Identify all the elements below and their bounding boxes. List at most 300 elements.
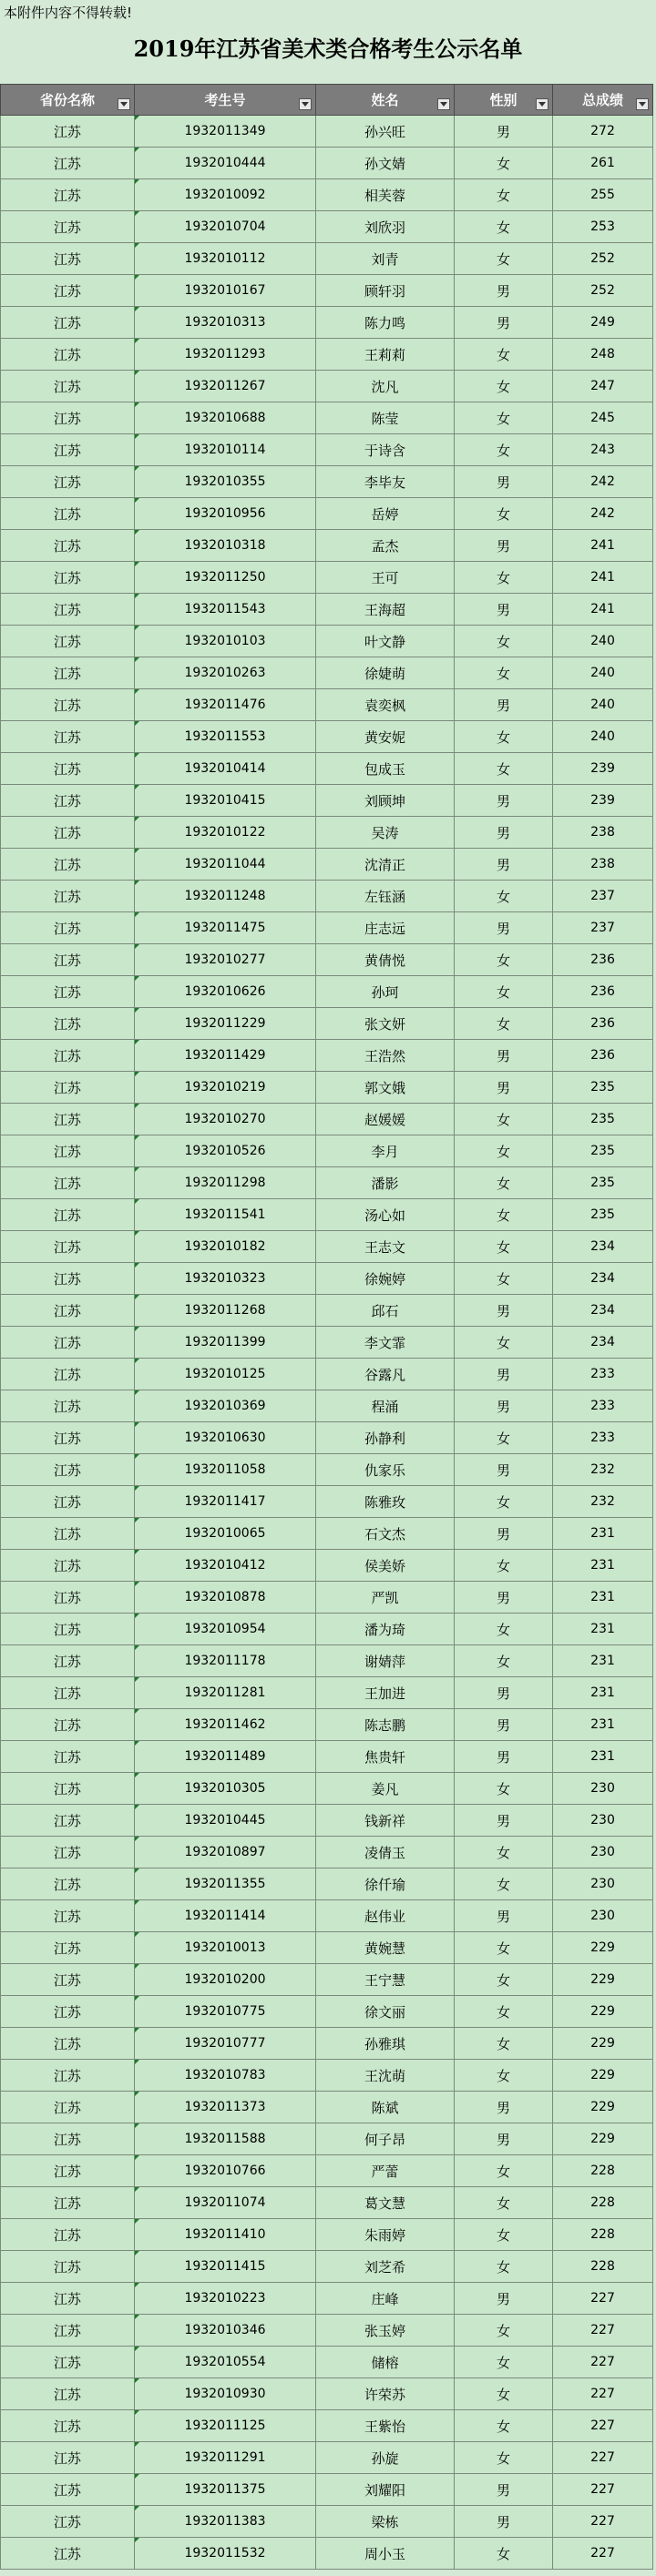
cell-gender[interactable]: 女 [455, 1422, 553, 1454]
cell-exam-id[interactable]: 1932011349 [135, 116, 316, 148]
cell-name[interactable]: 潘为琦 [316, 1614, 455, 1645]
cell-total-score[interactable]: 234 [553, 1295, 653, 1327]
cell-gender[interactable]: 男 [455, 2474, 553, 2506]
cell-name[interactable]: 王浩然 [316, 1040, 455, 1072]
cell-name[interactable]: 叶文静 [316, 626, 455, 657]
cell-name[interactable]: 孙雅琪 [316, 2028, 455, 2060]
cell-province[interactable]: 江苏 [1, 1072, 135, 1104]
cell-total-score[interactable]: 245 [553, 402, 653, 434]
cell-gender[interactable]: 女 [455, 2442, 553, 2474]
cell-exam-id[interactable]: 1932011399 [135, 1327, 316, 1359]
cell-gender[interactable]: 男 [455, 1359, 553, 1390]
cell-name[interactable]: 赵伟业 [316, 1900, 455, 1932]
cell-total-score[interactable]: 227 [553, 2315, 653, 2347]
cell-exam-id[interactable]: 1932010412 [135, 1550, 316, 1582]
column-header-province[interactable]: 省份名称 [1, 85, 135, 116]
cell-exam-id[interactable]: 1932010125 [135, 1359, 316, 1390]
cell-gender[interactable]: 男 [455, 912, 553, 944]
cell-total-score[interactable]: 227 [553, 2347, 653, 2378]
cell-total-score[interactable]: 227 [553, 2410, 653, 2442]
cell-province[interactable]: 江苏 [1, 1614, 135, 1645]
cell-name[interactable]: 黄安妮 [316, 721, 455, 753]
cell-gender[interactable]: 女 [455, 339, 553, 371]
cell-province[interactable]: 江苏 [1, 753, 135, 785]
cell-total-score[interactable]: 227 [553, 2283, 653, 2315]
cell-province[interactable]: 江苏 [1, 1422, 135, 1454]
cell-exam-id[interactable]: 1932011355 [135, 1868, 316, 1900]
cell-province[interactable]: 江苏 [1, 2347, 135, 2378]
cell-province[interactable]: 江苏 [1, 1454, 135, 1486]
cell-name[interactable]: 庄峰 [316, 2283, 455, 2315]
cell-total-score[interactable]: 239 [553, 785, 653, 817]
cell-name[interactable]: 程涌 [316, 1390, 455, 1422]
cell-province[interactable]: 江苏 [1, 1741, 135, 1773]
cell-gender[interactable]: 女 [455, 1996, 553, 2028]
cell-gender[interactable]: 女 [455, 371, 553, 402]
cell-province[interactable]: 江苏 [1, 1900, 135, 1932]
cell-name[interactable]: 许荣苏 [316, 2378, 455, 2410]
cell-province[interactable]: 江苏 [1, 307, 135, 339]
cell-exam-id[interactable]: 1932010445 [135, 1805, 316, 1837]
cell-exam-id[interactable]: 1932011541 [135, 1199, 316, 1231]
cell-total-score[interactable]: 241 [553, 530, 653, 562]
cell-province[interactable]: 江苏 [1, 1359, 135, 1390]
cell-exam-id[interactable]: 1932010688 [135, 402, 316, 434]
cell-total-score[interactable]: 231 [553, 1518, 653, 1550]
cell-name[interactable]: 仇家乐 [316, 1454, 455, 1486]
cell-gender[interactable]: 男 [455, 2506, 553, 2538]
cell-gender[interactable]: 女 [455, 2315, 553, 2347]
cell-total-score[interactable]: 229 [553, 2092, 653, 2123]
cell-name[interactable]: 姜凡 [316, 1773, 455, 1805]
cell-total-score[interactable]: 231 [553, 1582, 653, 1614]
cell-total-score[interactable]: 228 [553, 2155, 653, 2187]
cell-exam-id[interactable]: 1932011462 [135, 1709, 316, 1741]
cell-province[interactable]: 江苏 [1, 2219, 135, 2251]
cell-total-score[interactable]: 228 [553, 2219, 653, 2251]
cell-exam-id[interactable]: 1932010112 [135, 243, 316, 275]
cell-province[interactable]: 江苏 [1, 434, 135, 466]
cell-exam-id[interactable]: 1932010346 [135, 2315, 316, 2347]
cell-province[interactable]: 江苏 [1, 402, 135, 434]
cell-gender[interactable]: 男 [455, 1040, 553, 1072]
cell-province[interactable]: 江苏 [1, 1709, 135, 1741]
cell-total-score[interactable]: 243 [553, 434, 653, 466]
cell-gender[interactable]: 女 [455, 2538, 553, 2570]
cell-gender[interactable]: 女 [455, 2060, 553, 2092]
cell-exam-id[interactable]: 1932010704 [135, 211, 316, 243]
cell-total-score[interactable]: 227 [553, 2378, 653, 2410]
cell-exam-id[interactable]: 1932011475 [135, 912, 316, 944]
cell-exam-id[interactable]: 1932010114 [135, 434, 316, 466]
cell-name[interactable]: 李文霏 [316, 1327, 455, 1359]
cell-gender[interactable]: 女 [455, 1614, 553, 1645]
cell-province[interactable]: 江苏 [1, 116, 135, 148]
cell-gender[interactable]: 男 [455, 1072, 553, 1104]
cell-exam-id[interactable]: 1932010415 [135, 785, 316, 817]
cell-gender[interactable]: 男 [455, 1741, 553, 1773]
cell-name[interactable]: 潘影 [316, 1167, 455, 1199]
filter-dropdown-icon[interactable] [636, 98, 649, 110]
cell-total-score[interactable]: 236 [553, 976, 653, 1008]
cell-province[interactable]: 江苏 [1, 1008, 135, 1040]
cell-exam-id[interactable]: 1932011532 [135, 2538, 316, 2570]
cell-exam-id[interactable]: 1932011476 [135, 689, 316, 721]
cell-province[interactable]: 江苏 [1, 1486, 135, 1518]
cell-gender[interactable]: 女 [455, 1231, 553, 1263]
cell-province[interactable]: 江苏 [1, 785, 135, 817]
cell-total-score[interactable]: 272 [553, 116, 653, 148]
cell-province[interactable]: 江苏 [1, 1550, 135, 1582]
cell-gender[interactable]: 女 [455, 1199, 553, 1231]
cell-gender[interactable]: 女 [455, 1645, 553, 1677]
cell-total-score[interactable]: 235 [553, 1199, 653, 1231]
cell-province[interactable]: 江苏 [1, 2123, 135, 2155]
cell-total-score[interactable]: 241 [553, 562, 653, 594]
cell-name[interactable]: 严蕾 [316, 2155, 455, 2187]
cell-gender[interactable]: 女 [455, 1167, 553, 1199]
cell-province[interactable]: 江苏 [1, 721, 135, 753]
cell-exam-id[interactable]: 1932010766 [135, 2155, 316, 2187]
cell-province[interactable]: 江苏 [1, 1837, 135, 1868]
cell-province[interactable]: 江苏 [1, 530, 135, 562]
cell-province[interactable]: 江苏 [1, 2187, 135, 2219]
cell-exam-id[interactable]: 1932010878 [135, 1582, 316, 1614]
cell-exam-id[interactable]: 1932010167 [135, 275, 316, 307]
cell-gender[interactable]: 男 [455, 594, 553, 626]
cell-name[interactable]: 顾轩羽 [316, 275, 455, 307]
cell-total-score[interactable]: 249 [553, 307, 653, 339]
cell-province[interactable]: 江苏 [1, 1295, 135, 1327]
cell-gender[interactable]: 女 [455, 2219, 553, 2251]
cell-name[interactable]: 陈力鸣 [316, 307, 455, 339]
cell-total-score[interactable]: 230 [553, 1868, 653, 1900]
cell-province[interactable]: 江苏 [1, 148, 135, 179]
cell-exam-id[interactable]: 1932010263 [135, 657, 316, 689]
cell-total-score[interactable]: 233 [553, 1390, 653, 1422]
cell-exam-id[interactable]: 1932011268 [135, 1295, 316, 1327]
cell-name[interactable]: 王紫怡 [316, 2410, 455, 2442]
cell-name[interactable]: 梁栋 [316, 2506, 455, 2538]
cell-exam-id[interactable]: 1932010277 [135, 944, 316, 976]
cell-name[interactable]: 王可 [316, 562, 455, 594]
cell-name[interactable]: 侯美娇 [316, 1550, 455, 1582]
cell-total-score[interactable]: 234 [553, 1263, 653, 1295]
cell-exam-id[interactable]: 1932010554 [135, 2347, 316, 2378]
cell-province[interactable]: 江苏 [1, 849, 135, 881]
cell-province[interactable]: 江苏 [1, 2092, 135, 2123]
cell-exam-id[interactable]: 1932011383 [135, 2506, 316, 2538]
cell-name[interactable]: 刘青 [316, 243, 455, 275]
cell-exam-id[interactable]: 1932011543 [135, 594, 316, 626]
cell-name[interactable]: 孙旋 [316, 2442, 455, 2474]
cell-total-score[interactable]: 232 [553, 1454, 653, 1486]
cell-gender[interactable]: 女 [455, 2187, 553, 2219]
cell-exam-id[interactable]: 1932010930 [135, 2378, 316, 2410]
cell-total-score[interactable]: 230 [553, 1837, 653, 1868]
cell-gender[interactable]: 女 [455, 1868, 553, 1900]
cell-province[interactable]: 江苏 [1, 2378, 135, 2410]
cell-exam-id[interactable]: 1932010013 [135, 1932, 316, 1964]
cell-exam-id[interactable]: 1932010092 [135, 179, 316, 211]
cell-province[interactable]: 江苏 [1, 243, 135, 275]
cell-total-score[interactable]: 227 [553, 2442, 653, 2474]
cell-name[interactable]: 刘欣羽 [316, 211, 455, 243]
cell-total-score[interactable]: 252 [553, 275, 653, 307]
cell-total-score[interactable]: 239 [553, 753, 653, 785]
cell-name[interactable]: 徐婉婷 [316, 1263, 455, 1295]
cell-exam-id[interactable]: 1932011553 [135, 721, 316, 753]
cell-exam-id[interactable]: 1932010223 [135, 2283, 316, 2315]
cell-province[interactable]: 江苏 [1, 657, 135, 689]
cell-total-score[interactable]: 237 [553, 912, 653, 944]
cell-province[interactable]: 江苏 [1, 1135, 135, 1167]
column-header-name[interactable]: 姓名 [316, 85, 455, 116]
cell-gender[interactable]: 女 [455, 753, 553, 785]
cell-total-score[interactable]: 255 [553, 179, 653, 211]
cell-exam-id[interactable]: 1932010219 [135, 1072, 316, 1104]
cell-name[interactable]: 王志文 [316, 1231, 455, 1263]
cell-province[interactable]: 江苏 [1, 2283, 135, 2315]
cell-total-score[interactable]: 235 [553, 1104, 653, 1135]
cell-name[interactable]: 孙兴旺 [316, 116, 455, 148]
cell-exam-id[interactable]: 1932010954 [135, 1614, 316, 1645]
cell-name[interactable]: 葛文慧 [316, 2187, 455, 2219]
cell-name[interactable]: 刘芝希 [316, 2251, 455, 2283]
cell-exam-id[interactable]: 1932011415 [135, 2251, 316, 2283]
cell-total-score[interactable]: 231 [553, 1550, 653, 1582]
cell-total-score[interactable]: 240 [553, 689, 653, 721]
cell-gender[interactable]: 男 [455, 2092, 553, 2123]
cell-gender[interactable]: 男 [455, 466, 553, 498]
cell-exam-id[interactable]: 1932011417 [135, 1486, 316, 1518]
cell-name[interactable]: 王宁慧 [316, 1964, 455, 1996]
cell-name[interactable]: 孙珂 [316, 976, 455, 1008]
cell-total-score[interactable]: 227 [553, 2506, 653, 2538]
cell-total-score[interactable]: 230 [553, 1773, 653, 1805]
cell-province[interactable]: 江苏 [1, 626, 135, 657]
cell-total-score[interactable]: 231 [553, 1709, 653, 1741]
cell-gender[interactable]: 男 [455, 849, 553, 881]
cell-province[interactable]: 江苏 [1, 498, 135, 530]
cell-total-score[interactable]: 231 [553, 1741, 653, 1773]
cell-gender[interactable]: 女 [455, 1135, 553, 1167]
cell-province[interactable]: 江苏 [1, 2442, 135, 2474]
cell-total-score[interactable]: 242 [553, 498, 653, 530]
cell-exam-id[interactable]: 1932011298 [135, 1167, 316, 1199]
cell-total-score[interactable]: 234 [553, 1231, 653, 1263]
cell-gender[interactable]: 女 [455, 402, 553, 434]
cell-name[interactable]: 朱雨婷 [316, 2219, 455, 2251]
cell-name[interactable]: 左钰涵 [316, 881, 455, 912]
cell-exam-id[interactable]: 1932010122 [135, 817, 316, 849]
cell-name[interactable]: 岳婷 [316, 498, 455, 530]
cell-name[interactable]: 焦贵轩 [316, 1741, 455, 1773]
cell-exam-id[interactable]: 1932010182 [135, 1231, 316, 1263]
cell-total-score[interactable]: 228 [553, 2251, 653, 2283]
cell-name[interactable]: 陈雅玫 [316, 1486, 455, 1518]
cell-gender[interactable]: 女 [455, 626, 553, 657]
cell-exam-id[interactable]: 1932010270 [135, 1104, 316, 1135]
cell-exam-id[interactable]: 1932010897 [135, 1837, 316, 1868]
cell-province[interactable]: 江苏 [1, 594, 135, 626]
cell-exam-id[interactable]: 1932010777 [135, 2028, 316, 2060]
cell-exam-id[interactable]: 1932011291 [135, 2442, 316, 2474]
cell-name[interactable]: 凌倩玉 [316, 1837, 455, 1868]
cell-name[interactable]: 吴涛 [316, 817, 455, 849]
cell-total-score[interactable]: 229 [553, 2123, 653, 2155]
cell-province[interactable]: 江苏 [1, 2410, 135, 2442]
cell-total-score[interactable]: 236 [553, 1008, 653, 1040]
cell-total-score[interactable]: 235 [553, 1167, 653, 1199]
cell-total-score[interactable]: 231 [553, 1645, 653, 1677]
cell-name[interactable]: 王海超 [316, 594, 455, 626]
cell-gender[interactable]: 男 [455, 1709, 553, 1741]
cell-name[interactable]: 何子昂 [316, 2123, 455, 2155]
cell-exam-id[interactable]: 1932011293 [135, 339, 316, 371]
cell-gender[interactable]: 女 [455, 2378, 553, 2410]
cell-gender[interactable]: 女 [455, 881, 553, 912]
cell-gender[interactable]: 男 [455, 689, 553, 721]
cell-province[interactable]: 江苏 [1, 1199, 135, 1231]
cell-total-score[interactable]: 240 [553, 657, 653, 689]
cell-total-score[interactable]: 236 [553, 944, 653, 976]
cell-name[interactable]: 刘耀阳 [316, 2474, 455, 2506]
cell-province[interactable]: 江苏 [1, 817, 135, 849]
cell-gender[interactable]: 男 [455, 817, 553, 849]
cell-exam-id[interactable]: 1932011373 [135, 2092, 316, 2123]
cell-total-score[interactable]: 238 [553, 849, 653, 881]
cell-total-score[interactable]: 233 [553, 1359, 653, 1390]
cell-total-score[interactable]: 240 [553, 721, 653, 753]
cell-total-score[interactable]: 261 [553, 148, 653, 179]
cell-province[interactable]: 江苏 [1, 562, 135, 594]
cell-gender[interactable]: 男 [455, 275, 553, 307]
cell-province[interactable]: 江苏 [1, 1868, 135, 1900]
cell-province[interactable]: 江苏 [1, 1932, 135, 1964]
cell-province[interactable]: 江苏 [1, 339, 135, 371]
cell-name[interactable]: 周小玉 [316, 2538, 455, 2570]
cell-gender[interactable]: 女 [455, 2251, 553, 2283]
cell-name[interactable]: 袁奕枫 [316, 689, 455, 721]
cell-exam-id[interactable]: 1932010956 [135, 498, 316, 530]
cell-gender[interactable]: 男 [455, 1900, 553, 1932]
cell-gender[interactable]: 男 [455, 116, 553, 148]
cell-province[interactable]: 江苏 [1, 1996, 135, 2028]
cell-name[interactable]: 郭文娥 [316, 1072, 455, 1104]
filter-dropdown-icon[interactable] [299, 98, 312, 110]
cell-exam-id[interactable]: 1932011229 [135, 1008, 316, 1040]
cell-total-score[interactable]: 241 [553, 594, 653, 626]
cell-name[interactable]: 刘顾坤 [316, 785, 455, 817]
cell-province[interactable]: 江苏 [1, 2538, 135, 2570]
cell-name[interactable]: 王沈萌 [316, 2060, 455, 2092]
cell-province[interactable]: 江苏 [1, 2251, 135, 2283]
cell-gender[interactable]: 男 [455, 1582, 553, 1614]
column-header-total-score[interactable]: 总成绩 [553, 85, 653, 116]
cell-name[interactable]: 张文妍 [316, 1008, 455, 1040]
cell-gender[interactable]: 男 [455, 1454, 553, 1486]
cell-total-score[interactable]: 229 [553, 1964, 653, 1996]
cell-name[interactable]: 石文杰 [316, 1518, 455, 1550]
cell-province[interactable]: 江苏 [1, 2315, 135, 2347]
cell-exam-id[interactable]: 1932010626 [135, 976, 316, 1008]
cell-total-score[interactable]: 240 [553, 626, 653, 657]
cell-gender[interactable]: 女 [455, 2028, 553, 2060]
cell-province[interactable]: 江苏 [1, 1645, 135, 1677]
cell-exam-id[interactable]: 1932011489 [135, 1741, 316, 1773]
cell-total-score[interactable]: 252 [553, 243, 653, 275]
filter-dropdown-icon[interactable] [437, 98, 450, 110]
cell-gender[interactable]: 男 [455, 1390, 553, 1422]
cell-name[interactable]: 沈凡 [316, 371, 455, 402]
cell-exam-id[interactable]: 1932010065 [135, 1518, 316, 1550]
cell-name[interactable]: 汤心如 [316, 1199, 455, 1231]
cell-exam-id[interactable]: 1932010313 [135, 307, 316, 339]
cell-name[interactable]: 孙文婧 [316, 148, 455, 179]
cell-total-score[interactable]: 232 [553, 1486, 653, 1518]
cell-name[interactable]: 李月 [316, 1135, 455, 1167]
filter-dropdown-icon[interactable] [118, 98, 130, 110]
cell-province[interactable]: 江苏 [1, 1582, 135, 1614]
cell-gender[interactable]: 男 [455, 785, 553, 817]
cell-gender[interactable]: 女 [455, 498, 553, 530]
cell-name[interactable]: 李毕友 [316, 466, 455, 498]
cell-province[interactable]: 江苏 [1, 1167, 135, 1199]
cell-name[interactable]: 于诗含 [316, 434, 455, 466]
cell-exam-id[interactable]: 1932010444 [135, 148, 316, 179]
cell-name[interactable]: 沈清正 [316, 849, 455, 881]
cell-total-score[interactable]: 234 [553, 1327, 653, 1359]
cell-province[interactable]: 江苏 [1, 912, 135, 944]
cell-gender[interactable]: 男 [455, 1518, 553, 1550]
cell-gender[interactable]: 女 [455, 944, 553, 976]
cell-gender[interactable]: 女 [455, 2155, 553, 2187]
cell-exam-id[interactable]: 1932011410 [135, 2219, 316, 2251]
cell-province[interactable]: 江苏 [1, 179, 135, 211]
cell-total-score[interactable]: 229 [553, 1932, 653, 1964]
cell-exam-id[interactable]: 1932011178 [135, 1645, 316, 1677]
cell-name[interactable]: 陈莹 [316, 402, 455, 434]
cell-exam-id[interactable]: 1932011267 [135, 371, 316, 402]
cell-exam-id[interactable]: 1932011375 [135, 2474, 316, 2506]
cell-name[interactable]: 张玉婷 [316, 2315, 455, 2347]
cell-exam-id[interactable]: 1932010526 [135, 1135, 316, 1167]
cell-gender[interactable]: 女 [455, 1964, 553, 1996]
filter-dropdown-icon[interactable] [536, 98, 548, 110]
cell-province[interactable]: 江苏 [1, 976, 135, 1008]
cell-gender[interactable]: 女 [455, 1104, 553, 1135]
cell-total-score[interactable]: 236 [553, 1040, 653, 1072]
cell-total-score[interactable]: 233 [553, 1422, 653, 1454]
cell-name[interactable]: 孟杰 [316, 530, 455, 562]
cell-province[interactable]: 江苏 [1, 2155, 135, 2187]
cell-exam-id[interactable]: 1932011429 [135, 1040, 316, 1072]
cell-total-score[interactable]: 235 [553, 1135, 653, 1167]
cell-province[interactable]: 江苏 [1, 1104, 135, 1135]
cell-exam-id[interactable]: 1932010200 [135, 1964, 316, 1996]
cell-name[interactable]: 钱新祥 [316, 1805, 455, 1837]
cell-gender[interactable]: 男 [455, 2283, 553, 2315]
cell-exam-id[interactable]: 1932011250 [135, 562, 316, 594]
cell-exam-id[interactable]: 1932010369 [135, 1390, 316, 1422]
cell-total-score[interactable]: 247 [553, 371, 653, 402]
cell-total-score[interactable]: 248 [553, 339, 653, 371]
cell-name[interactable]: 谢婧萍 [316, 1645, 455, 1677]
cell-province[interactable]: 江苏 [1, 371, 135, 402]
cell-exam-id[interactable]: 1932011074 [135, 2187, 316, 2219]
cell-gender[interactable]: 女 [455, 1773, 553, 1805]
